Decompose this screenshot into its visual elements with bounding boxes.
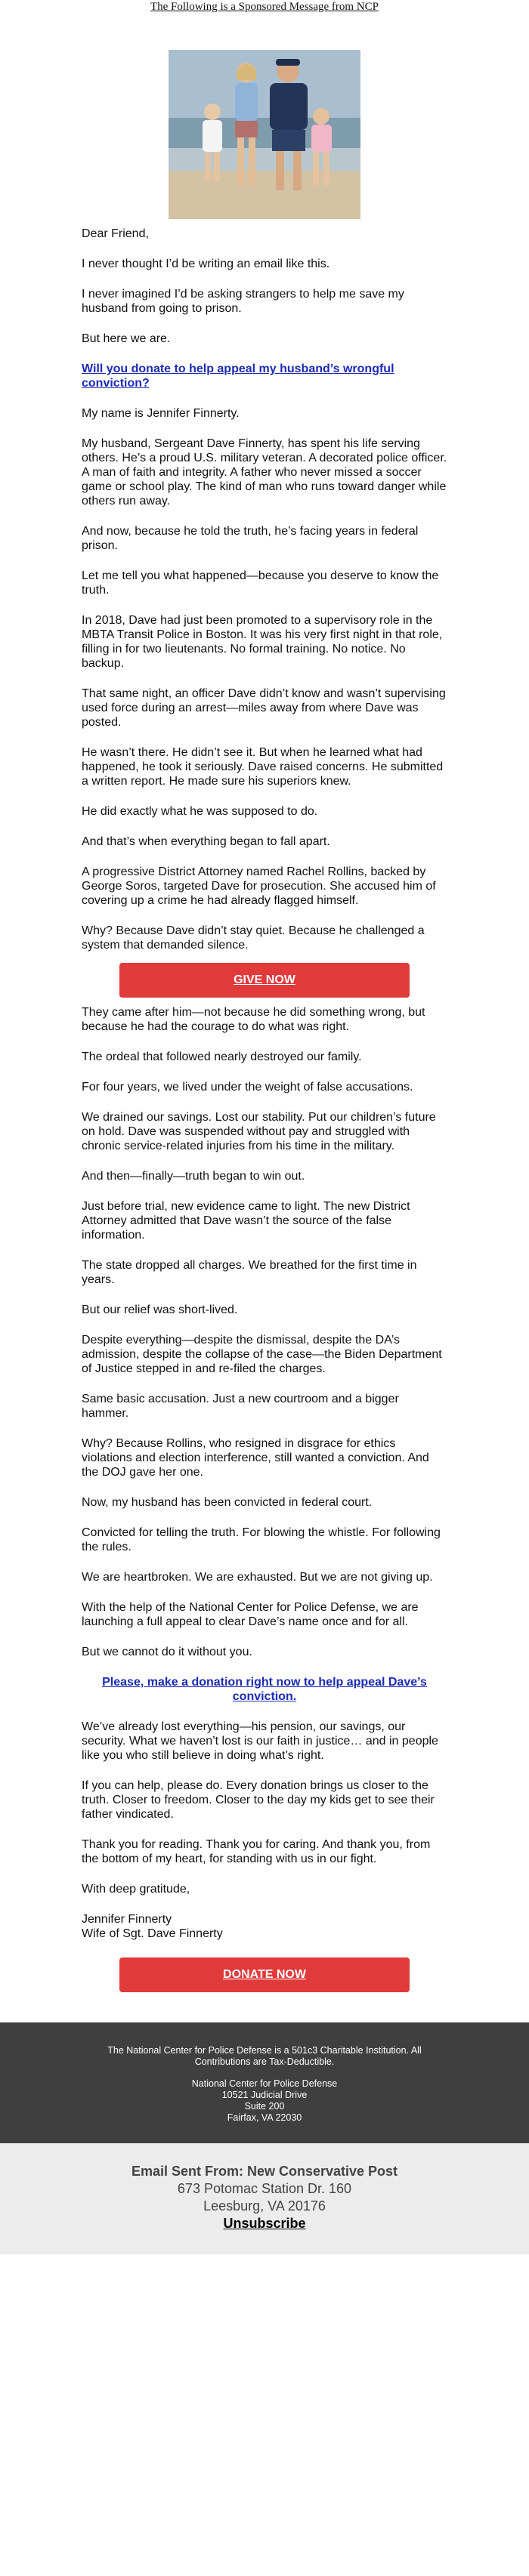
paragraph: They came after him—not because he did something wrong, but because he had the courage to do what was right. (82, 1006, 425, 1033)
footer-sender (0, 2143, 529, 2254)
paragraph: Now, my husband has been convicted in federal court. (82, 1496, 373, 1509)
donate-appeal-link[interactable]: Will you donate to help appeal my husband’s wrongful conviction? (82, 362, 394, 390)
signature (82, 1912, 447, 1941)
footer-address-line: 10521 Judicial Drive (221, 2090, 308, 2100)
sender-address-line: Leesburg, VA 20176 (203, 2198, 326, 2214)
paragraph: For four years, we lived under the weight of false accusations. (82, 1081, 413, 1094)
unsubscribe-link[interactable]: Unsubscribe (223, 2216, 306, 2231)
greeting: Dear Friend, (82, 227, 149, 240)
footer-address-line: Fairfax, VA 22030 (227, 2112, 302, 2123)
paragraph: Why? Because Rollins, who resigned in disgrace for ethics violations and election interference, still wanted a conviction. And the DOJ gave her one. (82, 1437, 429, 1479)
sponsored-banner-text: The Following is a Sponsored Message from NCP (150, 1, 379, 13)
paragraph: But our relief was short-lived. (82, 1303, 238, 1316)
give-now-button[interactable]: GIVE NOW (119, 963, 410, 998)
paragraph: My husband, Sergeant Dave Finnerty, has spent his life serving others. He’s a proud U.S. military veteran. A decorated police officer. A man of faith and integrity. A father who never missed a soccer game or school play. The kind of man who runs toward danger while others run away. (82, 437, 447, 507)
sponsored-banner (0, 0, 529, 30)
paragraph: My name is Jennifer Finnerty. (82, 407, 240, 420)
paragraph: But we cannot do it without you. (82, 1646, 252, 1658)
paragraph: I never imagined I’d be asking strangers to help me save my husband from going to prison. (82, 288, 404, 315)
family-photo (169, 50, 360, 219)
paragraph: Just before trial, new evidence came to light. The new District Attorney admitted that Dave wasn’t the source of the false information. (82, 1200, 410, 1242)
paragraph: With deep gratitude, (82, 1883, 190, 1896)
signature-title: Wife of Sgt. Dave Finnerty (82, 1927, 223, 1940)
paragraph: Convicted for telling the truth. For blowing the whistle. For following the rules. (82, 1526, 441, 1553)
paragraph: We drained our savings. Lost our stability. Put our children’s future on hold. Dave was suspended without pay and struggled with chronic service-related injuries from his time in the military. (82, 1111, 436, 1152)
paragraph: And that’s when everything began to fall apart. (82, 835, 330, 848)
paragraph: And then—finally—truth began to win out. (82, 1170, 305, 1183)
paragraph: We are heartbroken. We are exhausted. But we are not giving up. (82, 1571, 433, 1584)
tax-deductible-note: The National Center for Police Defense is a 501c3 Charitable Institution. All Contributions are Tax-Deductible. (107, 2045, 422, 2067)
paragraph: Why? Because Dave didn’t stay quiet. Because he challenged a system that demanded silence. (82, 924, 425, 952)
footer-org-name: National Center for Police Defense (191, 2078, 338, 2089)
paragraph: That same night, an officer Dave didn’t know and wasn’t supervising used force during an arrest—miles away from where Dave was posted. (82, 687, 446, 729)
paragraph: In 2018, Dave had just been promoted to a supervisory role in the MBTA Transit Police in Boston. It was his very first night in that role, filling in for two lieutenants. No formal training. No notice. No backup. (82, 614, 443, 670)
sent-from: Email Sent From: New Conservative Post (131, 2164, 398, 2179)
paragraph: If you can help, please do. Every donation brings us closer to the truth. Closer to freedom. Closer to the day my kids get to see their father vindicated. (82, 1779, 435, 1821)
paragraph: Despite everything—despite the dismissal, despite the DA’s admission, despite the collapse of the case—the Biden Department of Justice stepped in and re-filed the charges. (82, 1334, 442, 1375)
letter-body (0, 227, 529, 1992)
sender-address-line: 673 Potomac Station Dr. 160 (177, 2181, 352, 2196)
paragraph: He did exactly what he was supposed to do. (82, 805, 318, 818)
donate-now-button[interactable]: DONATE NOW (119, 1957, 410, 1992)
family-photo-image (169, 50, 360, 219)
paragraph: Thank you for reading. Thank you for caring. And thank you, from the bottom of my heart, for standing with us in our fight. (82, 1838, 431, 1865)
paragraph: But here we are. (82, 332, 171, 345)
paragraph: I never thought I’d be writing an email like this. (82, 258, 330, 270)
donation-appeal-link[interactable]: Please, make a donation right now to help appeal Dave’s conviction. (102, 1676, 427, 1703)
paragraph: Same basic accusation. Just a new courtroom and a bigger hammer. (82, 1393, 399, 1420)
paragraph: With the help of the National Center for Police Defense, we are launching a full appeal to clear Dave’s name once and for all. (82, 1601, 419, 1628)
paragraph: A progressive District Attorney named Rachel Rollins, backed by George Soros, targeted Dave for prosecution. She accused him of covering up a crime he had already flagged himself. (82, 865, 436, 907)
paragraph: The state dropped all charges. We breathed for the first time in years. (82, 1259, 417, 1286)
paragraph: And now, because he told the truth, he’s facing years in federal prison. (82, 525, 419, 552)
footer-organization (0, 2022, 529, 2143)
paragraph: The ordeal that followed nearly destroyed our family. (82, 1050, 362, 1063)
paragraph: Let me tell you what happened—because you deserve to know the truth. (82, 569, 439, 597)
signature-name: Jennifer Finnerty (82, 1913, 172, 1926)
paragraph: He wasn’t there. He didn’t see it. But when he learned what had happened, he took it seriously. Dave raised concerns. He submitted a written report. He made sure his superiors knew. (82, 746, 444, 788)
paragraph: We’ve already lost everything—his pension, our savings, our security. What we haven’t lost is our faith in justice… and in people like you who still believe in doing what’s right. (82, 1720, 438, 1762)
footer-address-line: Suite 200 (244, 2101, 285, 2112)
